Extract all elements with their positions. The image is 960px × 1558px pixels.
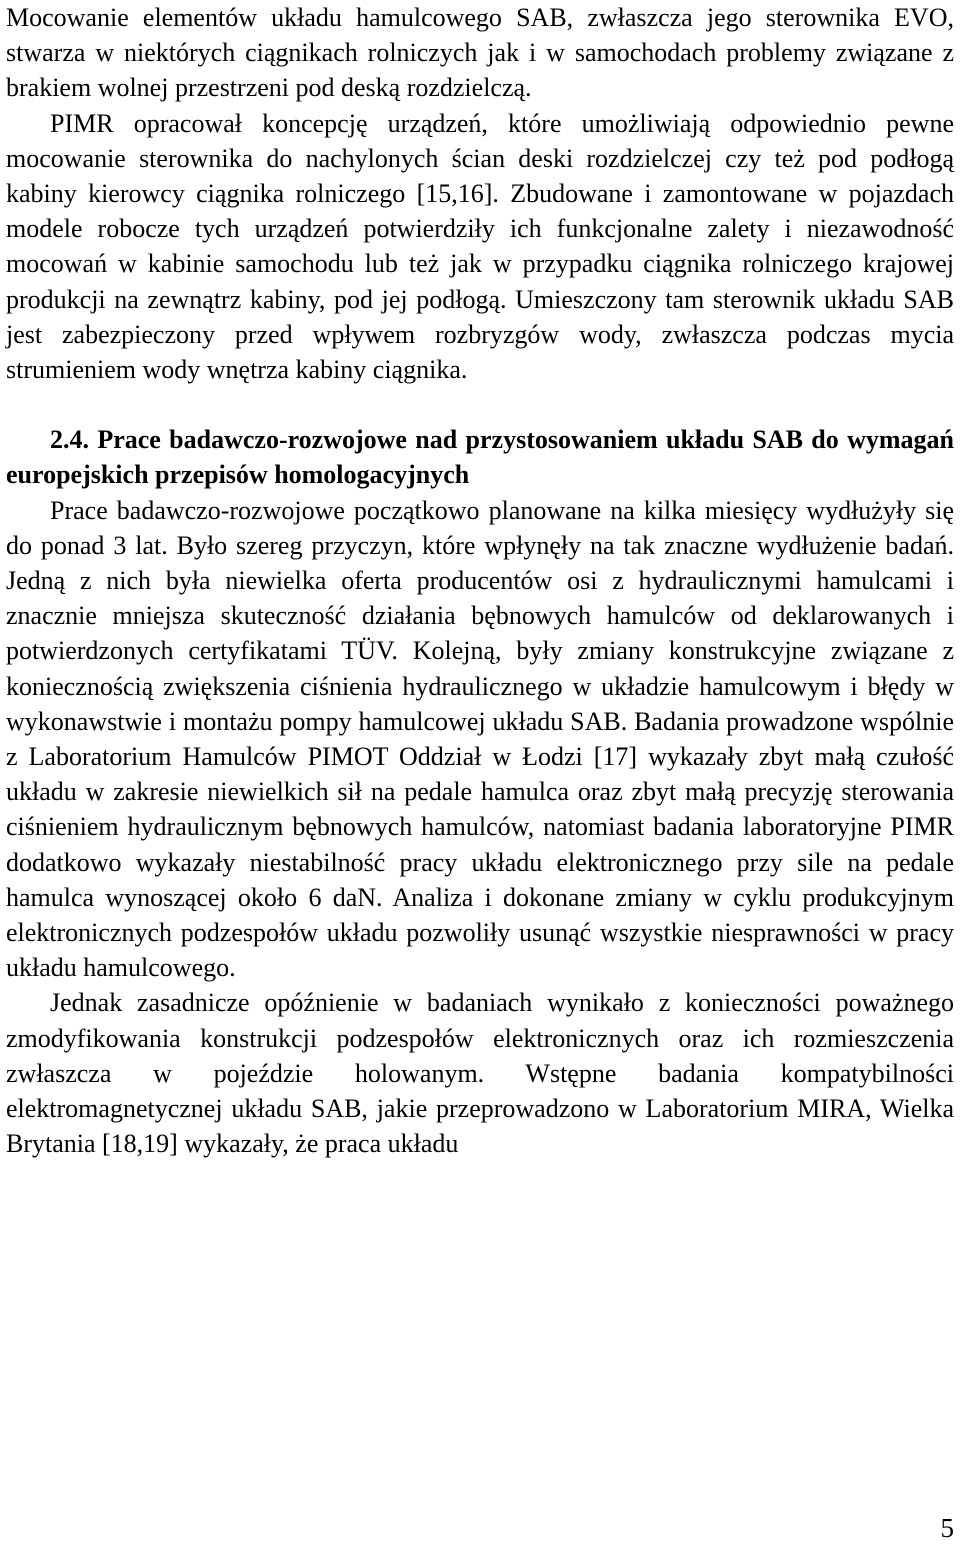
paragraph-mounting: Mocowanie elementów układu hamulcowego SAB, zwłaszcza jego sterownika EVO, stwarza w niektórych ciągnikach rolniczych jak i w samochodach problemy związane z brakiem wolnej przestrzeni pod deską rozdzielczą. [6,3,954,103]
page-number: 5 [940,1513,954,1543]
paragraph-delay: Jednak zasadnicze opóźnienie w badaniach wynikało z konieczności poważnego zmodyfikowania konstrukcji podzespołów elektronicznych oraz ich rozmieszczenia zwłaszcza w pojeździe holowanym. Wstępne badania kompatybilności elektromagnetycznej układu SAB, jakie przeprowadzono w Laboratorium MIRA, Wielka Brytania [18,19] wykazały, że praca układu [6,988,954,1159]
document-page [6,0,954,1162]
section-heading: 2.4. Prace badawczo-rozwojowe nad przystosowaniem układu SAB do wymagań europejskich przepisów homologacyjnych [6,425,954,490]
paragraph-research: Prace badawczo-rozwojowe początkowo planowane na kilka miesięcy wydłużyły się do ponad 3 lat. Było szereg przyczyn, które wpłynęły na tak znaczne wydłużenie badań. Jedną z nich była niewielka oferta producentów osi z hydraulicznymi hamulcami i znacznie mniejsza skuteczność działania bębnowych hamulców od deklarowanych i potwierdzonych certyfikatami TÜV. Kolejną, były zmiany konstrukcyjne związane z koniecznością zwiększenia ciśnienia hydraulicznego w układzie hamulcowym i błędy w wykonawstwie i montażu pompy hamulcowej układu SAB. Badania prowadzone wspólnie z Laboratorium Hamulców PIMOT Oddział w Łodzi [17] wykazały zbyt małą czułość układu w zakresie niewielkich sił na pedale hamulca oraz zbyt małą precyzję sterowania ciśnieniem hydraulicznym bębnowych hamulców, natomiast badania laboratoryjne PIMR dodatkowo wykazały niestabilność pracy układu elektronicznego przy sile na pedale hamulca wynoszącej około 6 daN. Analiza i dokonane zmiany w cyklu produkcyjnym elektronicznych podzespołów układu pozwoliły usunąć wszystkie niesprawności w pracy układu hamulcowego. [6,495,954,983]
paragraph-pimr-concept: PIMR opracował koncepcję urządzeń, które umożliwiają odpowiednio pewne mocowanie sterownika do nachylonych ścian deski rozdzielczej czy też pod podłogą kabiny kierowcy ciągnika rolniczego [15,16]. Zbudowane i zamontowane w pojazdach modele robocze tych urządzeń potwierdziły ich funkcjonalne zalety i niezawodność mocowań w kabinie samochodu lub też jak w przypadku ciągnika rolniczego krajowej produkcji na zewnątrz kabiny, pod jej podłogą. Umieszczony tam sterownik układu SAB jest zabezpieczony przed wpływem rozbryzgów wody, zwłaszcza podczas mycia strumieniem wody wnętrza kabiny ciągnika. [6,108,954,385]
